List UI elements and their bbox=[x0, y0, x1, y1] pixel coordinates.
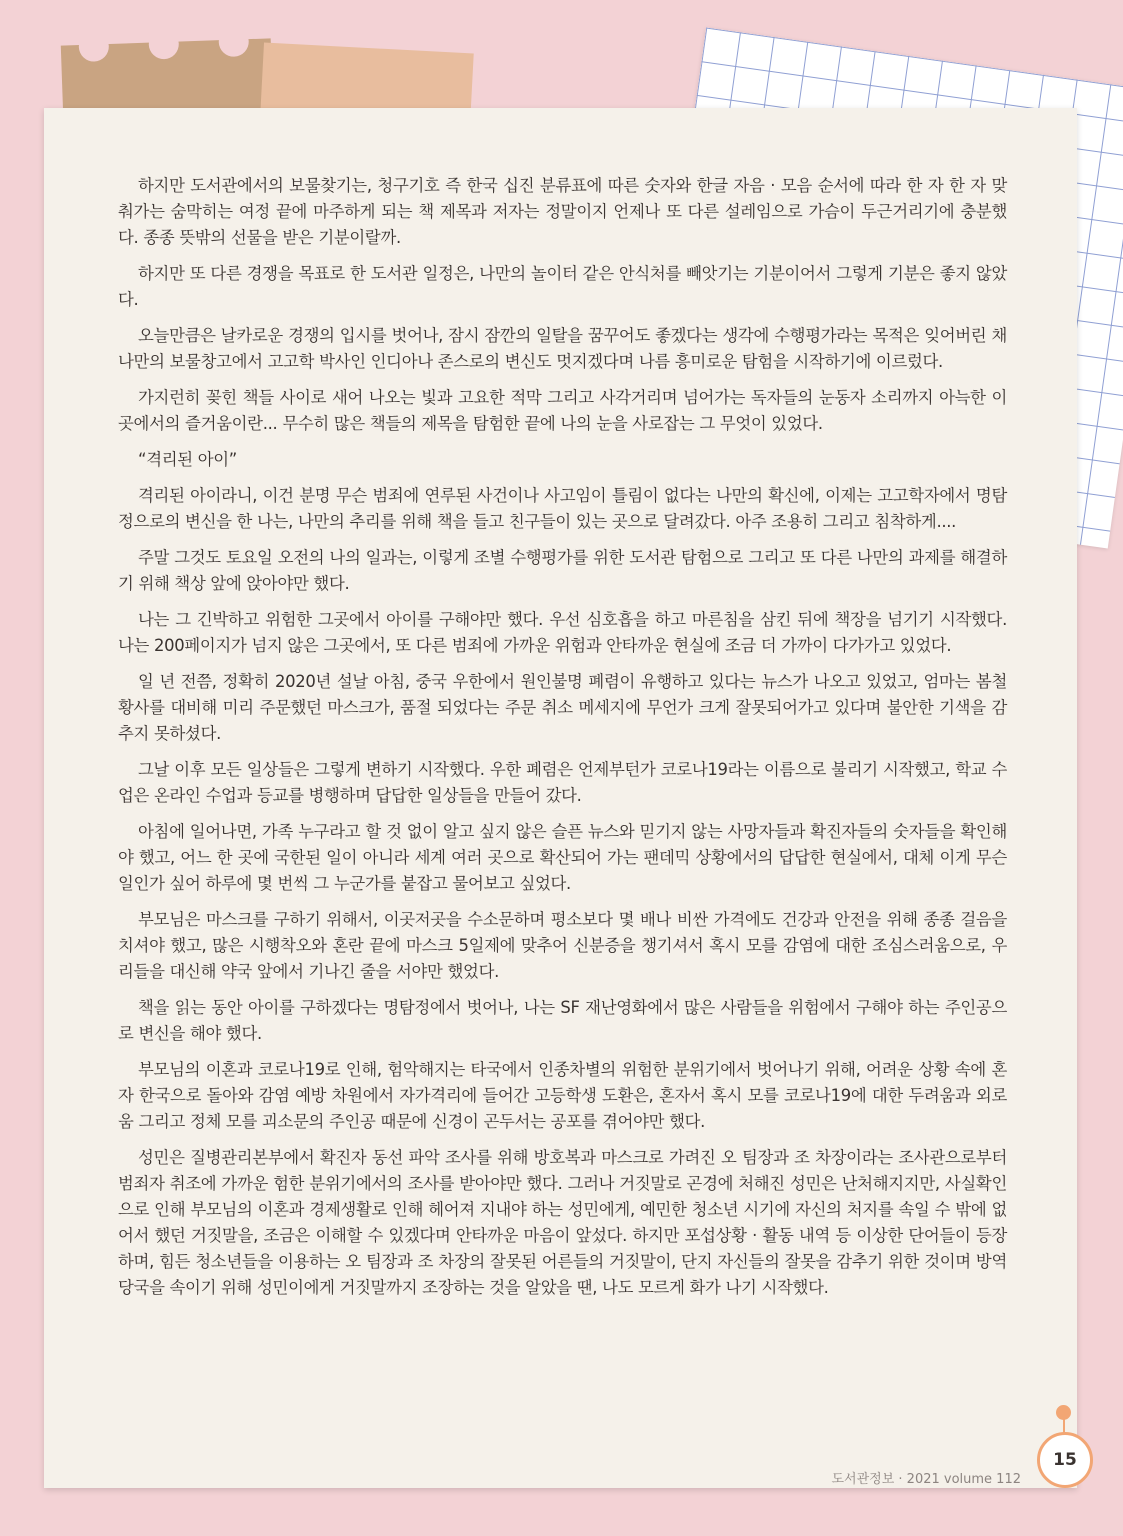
paragraph: 성민은 질병관리본부에서 확진자 동선 파악 조사를 위해 방호복과 마스크로 가려진 오 팀장과 조 차장이라는 조사관으로부터 범죄자 취조에 가까운 험한 분위기에서의 조사를 받아야만 했다. 그러나 거짓말로 곤경에 처해진 성민은 난처해지지만, 사실확인으로 인해 부모님의 이혼과 경제생활로 인해 헤어져 지내야 하는 성민에게, 예민한 청소년 시기에 자신의 처지를 속일 수 밖에 없어서 했던 거짓말을, 조금은 이해할 수 있겠다며 안타까운 마음이 앞섰다. 하지만 포섭상황 · 활동 내역 등 이상한 단어들이 등장하며, 힘든 청소년들을 이용하는 오 팀장과 조 차장의 잘못된 어른들의 거짓말이, 단지 자신들의 잘못을 감추기 위한 것이며 방역 당국을 속이기 위해 성민이에게 거짓말까지 조장하는 것을 알았을 땐, 나도 모르게 화가 나기 시작했다. bbox=[118, 1148, 1007, 1297]
paragraph: 부모님의 이혼과 코로나19로 인해, 험악해지는 타국에서 인종차별의 위험한 분위기에서 벗어나기 위해, 어려운 상황 속에 혼자 한국으로 돌아와 감염 예방 차원에서 자가격리에 들어간 고등학생 도환은, 혼자서 혹시 모를 코로나19에 대한 두려움과 외로움 그리고 정체 모를 괴소문의 주인공 때문에 신경이 곤두서는 공포를 겪어야만 했다. bbox=[118, 1060, 1007, 1131]
paragraph: 가지런히 꽂힌 책들 사이로 새어 나오는 빛과 고요한 적막 그리고 사각거리며 넘어가는 독자들의 눈동자 소리까지 아늑한 이곳에서의 즐거움이란... 무수히 많은 책들의 제목을 탐험한 끝에 나의 눈을 사로잡는 그 무엇이 있었다. bbox=[118, 388, 1007, 433]
paragraph: 그날 이후 모든 일상들은 그렇게 변하기 시작했다. 우한 폐렴은 언제부턴가 코로나19라는 이름으로 불리기 시작했고, 학교 수업은 온라인 수업과 등교를 병행하며 답답한 일상들을 만들어 갔다. bbox=[118, 760, 1007, 805]
page-number-badge bbox=[1037, 1432, 1093, 1488]
paragraph: 아침에 일어나면, 가족 누구라고 할 것 없이 알고 싶지 않은 슬픈 뉴스와 믿기지 않는 사망자들과 확진자들의 숫자들을 확인해야 했고, 어느 한 곳에 국한된 일이 아니라 세계 여러 곳으로 확산되어 가는 팬데믹 상황에서의 답답한 현실에서, 대체 이게 무슨 일인가 싶어 하루에 몇 번씩 그 누군가를 붙잡고 물어보고 싶었다. bbox=[118, 822, 1007, 893]
paragraph: 오늘만큼은 날카로운 경쟁의 입시를 벗어나, 잠시 잠깐의 일탈을 꿈꾸어도 좋겠다는 생각에 수행평가라는 목적은 잊어버린 채 나만의 보물창고에서 고고학 박사인 인디아나 존스로의 변신도 멋지겠다며 나름 흥미로운 탐험을 시작하기에 이르렀다. bbox=[118, 326, 1007, 371]
page-number: 15 bbox=[1053, 1450, 1077, 1470]
paragraph: 일 년 전쯤, 정확히 2020년 설날 아침, 중국 우한에서 원인불명 폐렴이 유행하고 있다는 뉴스가 나오고 있었고, 엄마는 봄철 황사를 대비해 미리 주문했던 마스크가, 품절 되었다는 주문 취소 메세지에 무언가 크게 잘못되어가고 있다며 불안한 기색을 감추지 못하셨다. bbox=[118, 672, 1007, 743]
paragraph: 격리된 아이라니, 이건 분명 무슨 범죄에 연루된 사건이나 사고임이 틀림이 없다는 나만의 확신에, 이제는 고고학자에서 명탐정으로의 변신을 한 나는, 나만의 추리를 위해 책을 들고 친구들이 있는 곳으로 달려갔다. 아주 조용히 그리고 침착하게.... bbox=[118, 486, 1007, 531]
article-body bbox=[118, 173, 1007, 1311]
paragraph: 하지만 또 다른 경쟁을 목표로 한 도서관 일정은, 나만의 놀이터 같은 안식처를 빼앗기는 기분이어서 그렇게 기분은 좋지 않았다. bbox=[118, 264, 1007, 309]
paragraph: 나는 그 긴박하고 위험한 그곳에서 아이를 구해야만 했다. 우선 심호흡을 하고 마른침을 삼킨 뒤에 책장을 넘기기 시작했다. 나는 200페이지가 넘지 않은 그곳에서, 또 다른 범죄에 가까운 위험과 안타까운 현실에 조금 더 가까이 다가가고 있었다. bbox=[118, 610, 1007, 655]
book-title-quote: “격리된 아이” bbox=[138, 450, 237, 469]
paragraph: 부모님은 마스크를 구하기 위해서, 이곳저곳을 수소문하며 평소보다 몇 배나 비싼 가격에도 건강과 안전을 위해 종종 걸음을 치셔야 했고, 많은 시행착오와 혼란 끝에 마스크 5일제에 맞추어 신분증을 챙기셔서 혹시 모를 감염에 대한 조심스러움으로, 우리들을 대신해 약국 앞에서 기나긴 줄을 서야만 했었다. bbox=[118, 910, 1007, 981]
paragraph: 주말 그것도 토요일 오전의 나의 일과는, 이렇게 조별 수행평가를 위한 도서관 탐험으로 그리고 또 다른 나만의 과제를 해결하기 위해 책상 앞에 앉아야만 했다. bbox=[118, 548, 1007, 593]
publication-footer: 도서관정보 · 2021 volume 112 bbox=[831, 1472, 1021, 1487]
paragraph: 하지만 도서관에서의 보물찾기는, 청구기호 즉 한국 십진 분류표에 따른 숫자와 한글 자음 · 모음 순서에 따라 한 자 한 자 맞춰가는 숨막히는 여정 끝에 마주하게 되는 책 제목과 저자는 정말이지 언제나 또 다른 설레임으로 가슴이 두근거리기에 충분했다. 종종 뜻밖의 선물을 받은 기분이랄까. bbox=[118, 176, 1007, 247]
paragraph: 책을 읽는 동안 아이를 구하겠다는 명탐정에서 벗어나, 나는 SF 재난영화에서 많은 사람들을 위험에서 구해야 하는 주인공으로 변신을 해야 했다. bbox=[118, 998, 1007, 1043]
